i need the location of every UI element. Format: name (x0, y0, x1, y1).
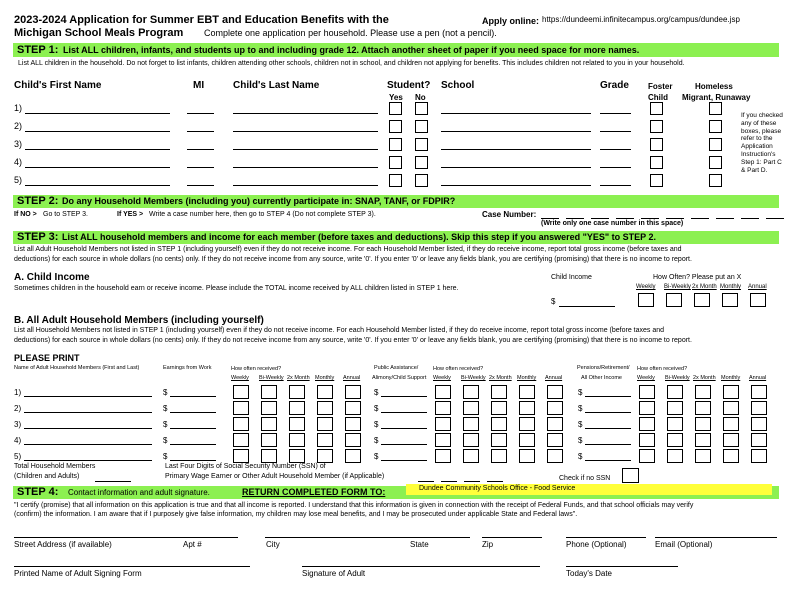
child-mi-input[interactable] (187, 131, 214, 132)
child-freq-label: Annual (748, 284, 767, 290)
pension-freq-checkbox[interactable] (751, 401, 767, 415)
freq-label-work: Annual (343, 375, 361, 381)
step2-if-yes: If YES > (117, 211, 144, 218)
step2-title: Do any Household Members (including you) currently participate in: SNAP, TANF, or FDPIR? (62, 196, 456, 206)
freq-label-pension: Bi-Weekly (665, 375, 690, 381)
public-freq-checkbox[interactable] (435, 433, 451, 447)
public-income-input[interactable] (381, 396, 427, 397)
step3-note-line1: List all Adult Household Members not listed in STEP 1 (including yourself) even if they do not receive income. For each Household Member listed, if they do receive income, report total gross income (before taxes and (14, 246, 682, 253)
pension-freq-checkbox[interactable] (695, 385, 711, 399)
side-note-line: & Part D. (741, 166, 768, 174)
foster-child-checkbox[interactable] (650, 138, 663, 151)
adult-name-input[interactable] (24, 444, 152, 445)
work-freq-checkbox[interactable] (233, 417, 249, 431)
phone-label: Phone (Optional) (566, 540, 627, 549)
freq-label-work: Bi-Weekly (259, 375, 284, 381)
pension-income-input[interactable] (585, 412, 631, 413)
certification-line2: (confirm) the information. I am aware that if I purposely give false information, my children may lose meal benefits, and I may be prosecuted under applicable State and Federal laws". (14, 511, 578, 518)
foster-child-checkbox[interactable] (650, 156, 663, 169)
adult-name-input[interactable] (24, 412, 152, 413)
grade-input[interactable] (600, 185, 631, 186)
grade-input[interactable] (600, 113, 631, 114)
child-mi-input[interactable] (187, 167, 214, 168)
child-income-note: Sometimes children in the household earn or receive income. Please include the TOTAL income received by ALL children listed in STEP 1 here. (14, 285, 459, 292)
state-input[interactable] (410, 537, 470, 538)
side-note-line: If you checked (741, 112, 783, 119)
child-income-label: Child Income (551, 274, 592, 281)
foster-child-checkbox[interactable] (650, 102, 663, 115)
public-freq-checkbox[interactable] (547, 417, 563, 431)
work-freq-checkbox[interactable] (317, 449, 333, 463)
student-yes-checkbox[interactable] (389, 174, 402, 187)
public-freq-checkbox[interactable] (547, 401, 563, 415)
side-note-line: boxes, please (741, 127, 782, 135)
email-label: Email (Optional) (655, 540, 713, 549)
pension-freq-checkbox[interactable] (695, 449, 711, 463)
case-number-label: Case Number: (482, 210, 537, 219)
step2-if-no: If NO > (14, 211, 37, 218)
freq-label-public: 2x Month (489, 375, 512, 381)
work-freq-checkbox[interactable] (317, 401, 333, 415)
homeless-checkbox[interactable] (709, 156, 722, 169)
step2-if-yes-text: Write a case number here, then go to STEP 4 (Do not complete STEP 3). (149, 211, 376, 218)
total-members-sublabel: (Children and Adults) (14, 473, 80, 480)
adult-row-number: 3) (14, 420, 22, 429)
freq-label-pension: 2x Month (693, 375, 716, 381)
pension-freq-checkbox[interactable] (751, 433, 767, 447)
child-row-number: 1) (14, 103, 23, 113)
child-freq-checkbox[interactable] (722, 293, 738, 307)
step1-banner (13, 43, 779, 57)
child-mi-input[interactable] (187, 185, 214, 186)
public-freq-checkbox[interactable] (435, 417, 451, 431)
zip-input[interactable] (482, 537, 542, 538)
total-members-input[interactable] (95, 481, 131, 482)
school-input[interactable] (441, 167, 591, 168)
dollar-sign: $ (374, 388, 379, 397)
pension-income-input[interactable] (585, 444, 631, 445)
dollar-sign: $ (578, 420, 583, 429)
work-freq-checkbox[interactable] (233, 401, 249, 415)
child-freq-checkbox[interactable] (750, 293, 766, 307)
dollar-sign: $ (374, 436, 379, 445)
school-input[interactable] (441, 131, 591, 132)
total-members-label: Total Household Members (14, 463, 96, 470)
form-title-line2: Michigan School Meals Program (14, 27, 184, 39)
how-often-label: How Often? Please put an X (653, 274, 742, 281)
public-freq-checkbox[interactable] (491, 385, 507, 399)
homeless-checkbox[interactable] (709, 174, 722, 187)
pension-freq-checkbox[interactable] (667, 449, 683, 463)
child-mi-input[interactable] (187, 149, 214, 150)
student-no-checkbox[interactable] (415, 156, 428, 169)
side-note-line: refer to the (741, 135, 773, 143)
case-number-note: (Write only one case number in this space) (541, 220, 684, 227)
col-pensions: Pensions/Retirement/ (577, 365, 630, 371)
freq-label-pension: Annual (749, 375, 767, 381)
pension-freq-checkbox[interactable] (667, 417, 683, 431)
pension-freq-checkbox[interactable] (667, 433, 683, 447)
work-freq-checkbox[interactable] (317, 385, 333, 399)
col-child-last-name: Child's Last Name (233, 80, 320, 91)
step3-banner (13, 231, 779, 244)
student-yes-checkbox[interactable] (389, 138, 402, 151)
side-note-line: Application (741, 143, 773, 151)
child-last-name-input[interactable] (233, 149, 378, 150)
child-first-name-input[interactable] (25, 167, 170, 168)
child-row-number: 5) (14, 175, 23, 185)
city-label: City (266, 540, 280, 549)
col-mi: MI (193, 80, 205, 91)
public-freq-checkbox[interactable] (463, 417, 479, 431)
public-income-input[interactable] (381, 412, 427, 413)
pension-freq-checkbox[interactable] (639, 385, 655, 399)
freq-label-work: 2x Month (287, 375, 310, 381)
child-freq-checkbox[interactable] (694, 293, 710, 307)
dollar-sign: $ (578, 404, 583, 413)
work-freq-checkbox[interactable] (345, 433, 361, 447)
ssn-digit[interactable] (487, 481, 503, 482)
col-student-no: No (415, 93, 426, 102)
freq-label-pension: Monthly (721, 375, 741, 381)
adult-members-note-line2: deductions) for each source in whole dollars (no cents) only. If they do not receive income from any source, write '0'. If you enter '0' or leave any fields blank, you are certifying (promising) that there is no income to report. (14, 337, 692, 344)
step3-note-line2: deductions) for each source in whole dollars (no cents) only. If they do not receive income from any source, write '0'. If you enter '0' or leave any fields blank, you are certifying (promising) that there is no income to report. (14, 256, 692, 263)
grade-input[interactable] (600, 149, 631, 150)
child-row-number: 2) (14, 121, 23, 131)
no-ssn-checkbox[interactable] (622, 468, 639, 483)
freq-label-work: Weekly (231, 375, 249, 381)
step2-label: STEP 2: (17, 195, 59, 207)
ssn-digit[interactable] (441, 481, 457, 482)
col-how-often-pension: How often received? (637, 366, 688, 372)
work-freq-checkbox[interactable] (345, 417, 361, 431)
col-all-other-income: All Other Income (581, 375, 622, 381)
homeless-checkbox[interactable] (709, 102, 722, 115)
adult-name-input[interactable] (24, 428, 152, 429)
side-note-line: Step 1: Part C (741, 158, 782, 166)
child-row-number: 4) (14, 157, 23, 167)
work-freq-checkbox[interactable] (261, 449, 277, 463)
step4-label: STEP 4: (17, 486, 59, 498)
grade-input[interactable] (600, 131, 631, 132)
case-number-digit[interactable] (566, 218, 584, 219)
col-grade: Grade (600, 80, 629, 91)
case-number-digit[interactable] (691, 218, 709, 219)
work-freq-checkbox[interactable] (289, 385, 305, 399)
adult-row-number: 2) (14, 404, 22, 413)
date-input[interactable] (566, 566, 678, 567)
foster-child-checkbox[interactable] (650, 174, 663, 187)
pension-freq-checkbox[interactable] (695, 417, 711, 431)
child-first-name-input[interactable] (25, 185, 170, 186)
dollar-sign: $ (163, 436, 168, 445)
child-freq-label: Weekly (636, 284, 656, 290)
freq-label-public: Monthly (517, 375, 537, 381)
return-form-label: RETURN COMPLETED FORM TO: (242, 487, 386, 497)
student-no-checkbox[interactable] (415, 138, 428, 151)
case-number-digit[interactable] (666, 218, 684, 219)
child-mi-input[interactable] (187, 113, 214, 114)
dollar-sign: $ (578, 452, 583, 461)
email-input[interactable] (655, 537, 777, 538)
homeless-checkbox[interactable] (709, 138, 722, 151)
work-income-input[interactable] (170, 396, 216, 397)
state-label: State (410, 540, 429, 549)
public-freq-checkbox[interactable] (435, 449, 451, 463)
public-freq-checkbox[interactable] (519, 417, 535, 431)
signature-label: Signature of Adult (302, 569, 366, 578)
pension-freq-checkbox[interactable] (639, 401, 655, 415)
pension-freq-checkbox[interactable] (667, 385, 683, 399)
col-public-assistance: Public Assistance/ (374, 365, 419, 371)
col-foster-child: Child (648, 93, 668, 102)
step4-title: Contact information and adult signature. (68, 488, 210, 497)
adult-row-number: 1) (14, 388, 22, 397)
pension-freq-checkbox[interactable] (639, 433, 655, 447)
public-freq-checkbox[interactable] (519, 401, 535, 415)
please-print-label: PLEASE PRINT (14, 353, 80, 363)
col-child-first-name: Child's First Name (14, 80, 102, 91)
col-foster: Foster (648, 82, 673, 91)
case-number-digit[interactable] (616, 218, 634, 219)
certification-line1: "I certify (promise) that all information on this application is true and that all income is reported. I understand that this information is given in connection with the receipt of Federal Funds, and that school officials may verify (14, 502, 694, 509)
no-ssn-label: Check if no SSN (559, 475, 611, 482)
school-input[interactable] (441, 113, 591, 114)
child-income-title: A. Child Income (14, 272, 90, 283)
public-freq-checkbox[interactable] (491, 433, 507, 447)
public-freq-checkbox[interactable] (435, 385, 451, 399)
street-address-label: Street Address (if available) (14, 540, 112, 549)
pension-income-input[interactable] (585, 396, 631, 397)
public-income-input[interactable] (381, 444, 427, 445)
homeless-checkbox[interactable] (709, 120, 722, 133)
pension-freq-checkbox[interactable] (751, 449, 767, 463)
public-freq-checkbox[interactable] (491, 417, 507, 431)
printed-name-input[interactable] (14, 566, 250, 567)
pension-freq-checkbox[interactable] (695, 433, 711, 447)
pension-freq-checkbox[interactable] (639, 449, 655, 463)
work-freq-checkbox[interactable] (233, 385, 249, 399)
work-freq-checkbox[interactable] (233, 449, 249, 463)
zip-label: Zip (482, 540, 494, 549)
col-homeless-migrant: Migrant, Runaway (682, 93, 751, 102)
return-address: Dundee Community Schools Office - Food Service (419, 485, 576, 492)
child-last-name-input[interactable] (233, 113, 378, 114)
public-freq-checkbox[interactable] (463, 433, 479, 447)
public-income-input[interactable] (381, 428, 427, 429)
apply-online-label: Apply online: (482, 16, 539, 26)
school-input[interactable] (441, 149, 591, 150)
pension-freq-checkbox[interactable] (667, 401, 683, 415)
case-number-digit[interactable] (741, 218, 759, 219)
step1-title: List ALL children, infants, and students up to and including grade 12. Attach another sheet of paper if you need space for more names. (63, 45, 640, 55)
child-freq-label: 2x Month (692, 284, 717, 290)
ssn-digit[interactable] (464, 481, 480, 482)
child-freq-checkbox[interactable] (638, 293, 654, 307)
student-yes-checkbox[interactable] (389, 102, 402, 115)
pension-income-input[interactable] (585, 460, 631, 461)
phone-input[interactable] (566, 537, 646, 538)
adult-row-number: 4) (14, 436, 22, 445)
work-freq-checkbox[interactable] (345, 449, 361, 463)
child-freq-checkbox[interactable] (666, 293, 682, 307)
work-freq-checkbox[interactable] (261, 401, 277, 415)
student-yes-checkbox[interactable] (389, 120, 402, 133)
ssn-sublabel: Primary Wage Earner or Other Adult Household Member (if Applicable) (165, 473, 385, 480)
work-freq-checkbox[interactable] (289, 433, 305, 447)
student-no-checkbox[interactable] (415, 120, 428, 133)
step1-note: List ALL children in the household. Do not forget to list infants, children attending other schools, children not in school, and children not applying for benefits. This includes children not related to you in your household. (18, 60, 685, 67)
work-freq-checkbox[interactable] (289, 417, 305, 431)
public-freq-checkbox[interactable] (463, 385, 479, 399)
child-first-name-input[interactable] (25, 113, 170, 114)
printed-name-label: Printed Name of Adult Signing Form (14, 569, 142, 578)
dollar-sign: $ (163, 420, 168, 429)
col-how-often-work: How often received? (231, 366, 282, 372)
col-earnings-from-work: Earnings from Work (163, 365, 212, 371)
case-number-digit[interactable] (591, 218, 609, 219)
freq-label-public: Weekly (433, 375, 451, 381)
public-freq-checkbox[interactable] (491, 401, 507, 415)
step3-title: List ALL household members and income for each member (before taxes and deductions). Skip this step if you answered "YES" to STEP 2. (62, 232, 656, 242)
child-row-number: 3) (14, 139, 23, 149)
col-adult-name: Name of Adult Household Members (First and Last) (14, 365, 140, 371)
form-instructions: Complete one application per household. Please use a pen (not a pencil). (204, 28, 497, 38)
public-income-input[interactable] (381, 460, 427, 461)
work-freq-checkbox[interactable] (317, 433, 333, 447)
public-freq-checkbox[interactable] (547, 433, 563, 447)
public-freq-checkbox[interactable] (463, 449, 479, 463)
step1-side-note (741, 112, 783, 174)
dollar-sign: $ (578, 388, 583, 397)
school-input[interactable] (441, 185, 591, 186)
side-note-line: Instruction's (741, 150, 776, 158)
work-freq-checkbox[interactable] (345, 401, 361, 415)
dollar-sign: $ (374, 452, 379, 461)
foster-child-checkbox[interactable] (650, 120, 663, 133)
adult-name-input[interactable] (24, 396, 152, 397)
work-freq-checkbox[interactable] (261, 385, 277, 399)
student-yes-checkbox[interactable] (389, 156, 402, 169)
case-number-digit[interactable] (766, 218, 784, 219)
child-income-input[interactable] (559, 306, 615, 307)
pension-freq-checkbox[interactable] (723, 433, 739, 447)
public-freq-checkbox[interactable] (463, 401, 479, 415)
work-freq-checkbox[interactable] (345, 385, 361, 399)
child-freq-label: Monthly (720, 284, 742, 290)
pension-freq-checkbox[interactable] (723, 417, 739, 431)
col-alimony-child-support: Alimony/Child Support (372, 375, 427, 381)
pension-freq-checkbox[interactable] (695, 401, 711, 415)
child-first-name-input[interactable] (25, 149, 170, 150)
street-address-input[interactable] (14, 537, 238, 538)
case-number-digit[interactable] (716, 218, 734, 219)
freq-label-public: Annual (545, 375, 563, 381)
child-freq-label: Bi-Weekly (664, 284, 691, 290)
work-freq-checkbox[interactable] (261, 433, 277, 447)
freq-label-pension: Weekly (637, 375, 655, 381)
child-last-name-input[interactable] (233, 185, 378, 186)
col-student-yes: Yes (389, 93, 403, 102)
work-income-input[interactable] (170, 444, 216, 445)
pension-freq-checkbox[interactable] (639, 417, 655, 431)
work-income-input[interactable] (170, 412, 216, 413)
dollar-sign: $ (163, 452, 168, 461)
col-school: School (441, 80, 475, 91)
work-freq-checkbox[interactable] (317, 417, 333, 431)
pension-freq-checkbox[interactable] (723, 449, 739, 463)
date-label: Today's Date (566, 569, 612, 578)
work-freq-checkbox[interactable] (261, 417, 277, 431)
freq-label-public: Bi-Weekly (461, 375, 486, 381)
apply-online-link[interactable]: https://dundeemi.infinitecampus.org/campus/dundee.jsp (542, 15, 740, 24)
case-number-digit[interactable] (641, 218, 659, 219)
col-homeless: Homeless (695, 82, 733, 91)
work-freq-checkbox[interactable] (289, 449, 305, 463)
work-freq-checkbox[interactable] (289, 401, 305, 415)
dollar-sign: $ (578, 436, 583, 445)
child-last-name-input[interactable] (233, 131, 378, 132)
public-freq-checkbox[interactable] (519, 449, 535, 463)
work-income-input[interactable] (170, 428, 216, 429)
public-freq-checkbox[interactable] (519, 385, 535, 399)
work-income-input[interactable] (170, 460, 216, 461)
dollar-sign: $ (374, 420, 379, 429)
signature-input[interactable] (302, 566, 540, 567)
step1-label: STEP 1: (17, 44, 59, 56)
child-income-dollar: $ (551, 297, 556, 306)
student-no-checkbox[interactable] (415, 174, 428, 187)
adult-name-input[interactable] (24, 460, 152, 461)
adult-row-number: 5) (14, 452, 22, 461)
work-freq-checkbox[interactable] (233, 433, 249, 447)
pension-freq-checkbox[interactable] (723, 401, 739, 415)
pension-freq-checkbox[interactable] (751, 385, 767, 399)
child-first-name-input[interactable] (25, 131, 170, 132)
col-student: Student? (387, 80, 431, 91)
public-freq-checkbox[interactable] (519, 433, 535, 447)
public-freq-checkbox[interactable] (547, 449, 563, 463)
child-last-name-input[interactable] (233, 167, 378, 168)
pension-freq-checkbox[interactable] (751, 417, 767, 431)
case-number-digit[interactable] (541, 218, 559, 219)
adult-members-title: B. All Adult Household Members (including yourself) (14, 315, 264, 326)
adult-members-note-line1: List all Household Members not listed in STEP 1 (including yourself) even if they do not receive income. For each Household Member listed, if they do receive income, report total gross income (before taxes and (14, 327, 665, 334)
pension-freq-checkbox[interactable] (723, 385, 739, 399)
side-note-line: any of these (741, 119, 777, 127)
step3-label: STEP 3: (17, 231, 59, 243)
form-title: 2023-2024 Application for Summer EBT and Education Benefits with the (14, 14, 389, 26)
col-how-often-public: How often received? (433, 366, 484, 372)
dollar-sign: $ (163, 404, 168, 413)
step2-if-no-text: Go to STEP 3. (43, 211, 89, 218)
grade-input[interactable] (600, 167, 631, 168)
ssn-label: Last Four Digits of Social Security Number (SSN) of (165, 463, 326, 470)
pension-income-input[interactable] (585, 428, 631, 429)
dollar-sign: $ (374, 404, 379, 413)
step2-banner (13, 195, 779, 208)
ssn-digit[interactable] (418, 481, 434, 482)
apt-label: Apt # (183, 540, 202, 549)
dollar-sign: $ (163, 388, 168, 397)
public-freq-checkbox[interactable] (435, 401, 451, 415)
public-freq-checkbox[interactable] (547, 385, 563, 399)
public-freq-checkbox[interactable] (491, 449, 507, 463)
freq-label-work: Monthly (315, 375, 335, 381)
student-no-checkbox[interactable] (415, 102, 428, 115)
